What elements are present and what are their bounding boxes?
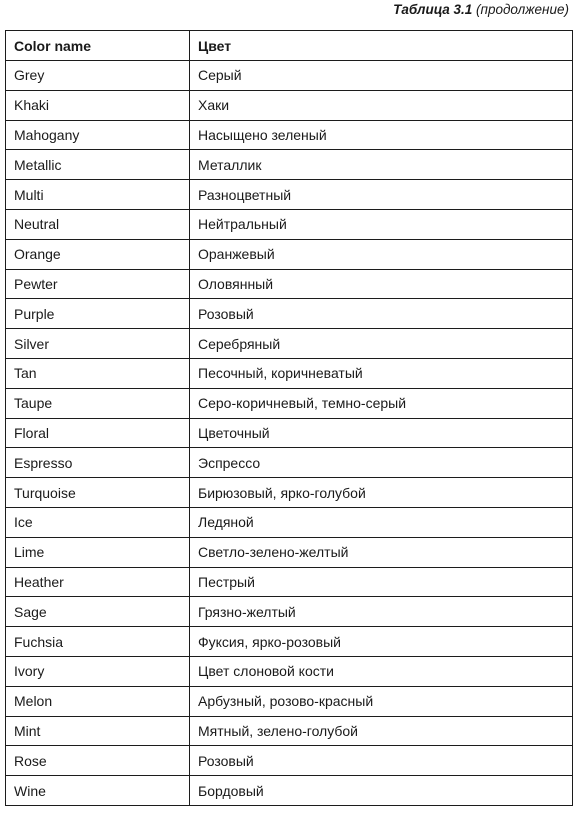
cell-color-ru: Бирюзовый, ярко-голубой (190, 478, 573, 508)
cell-color-name: Silver (6, 329, 190, 359)
cell-color-name: Rose (6, 746, 190, 776)
table-row (6, 507, 573, 537)
cell-color-name: Mahogany (6, 120, 190, 150)
cell-color-ru: Эспрессо (190, 448, 573, 478)
table-row (6, 448, 573, 478)
table-row (6, 656, 573, 686)
cell-color-ru: Цветочный (190, 418, 573, 448)
cell-color-name: Tan (6, 358, 190, 388)
cell-color-ru: Песочный, коричневатый (190, 358, 573, 388)
cell-color-name: Lime (6, 537, 190, 567)
table-row (6, 478, 573, 508)
cell-color-ru: Арбузный, розово-красный (190, 686, 573, 716)
table-row (6, 90, 573, 120)
cell-color-name: Purple (6, 299, 190, 329)
table-body (6, 61, 573, 806)
cell-color-name: Pewter (6, 269, 190, 299)
cell-color-name: Ice (6, 507, 190, 537)
cell-color-name: Melon (6, 686, 190, 716)
cell-color-name: Grey (6, 61, 190, 91)
cell-color-ru: Грязно-желтый (190, 597, 573, 627)
table-row (6, 686, 573, 716)
table-caption-title: Таблица 3.1 (393, 2, 473, 17)
table-row (6, 418, 573, 448)
cell-color-ru: Нейтральный (190, 209, 573, 239)
cell-color-ru: Оранжевый (190, 239, 573, 269)
table-row (6, 597, 573, 627)
cell-color-ru: Металлик (190, 150, 573, 180)
cell-color-name: Metallic (6, 150, 190, 180)
table-row (6, 627, 573, 657)
cell-color-name: Espresso (6, 448, 190, 478)
table-row (6, 329, 573, 359)
header-color-name: Color name (6, 31, 190, 61)
cell-color-ru: Пестрый (190, 567, 573, 597)
cell-color-ru: Серо-коричневый, темно-серый (190, 388, 573, 418)
table-header (6, 31, 573, 61)
cell-color-name: Orange (6, 239, 190, 269)
cell-color-name: Wine (6, 776, 190, 806)
table-row (6, 746, 573, 776)
table-row (6, 567, 573, 597)
table-header-row (6, 31, 573, 61)
table-row (6, 269, 573, 299)
cell-color-name: Fuchsia (6, 627, 190, 657)
cell-color-ru: Серый (190, 61, 573, 91)
cell-color-ru: Насыщено зеленый (190, 120, 573, 150)
cell-color-ru: Разноцветный (190, 180, 573, 210)
cell-color-ru: Хаки (190, 90, 573, 120)
cell-color-name: Khaki (6, 90, 190, 120)
cell-color-ru: Розовый (190, 746, 573, 776)
table-row (6, 150, 573, 180)
cell-color-ru: Ледяной (190, 507, 573, 537)
table-row (6, 776, 573, 806)
table-row (6, 388, 573, 418)
cell-color-name: Ivory (6, 656, 190, 686)
table-row (6, 180, 573, 210)
table-row (6, 358, 573, 388)
cell-color-name: Multi (6, 180, 190, 210)
cell-color-ru: Фуксия, ярко-розовый (190, 627, 573, 657)
cell-color-name: Sage (6, 597, 190, 627)
table-row (6, 61, 573, 91)
table-caption-note: (продолжение) (476, 2, 569, 17)
table-row (6, 209, 573, 239)
cell-color-name: Floral (6, 418, 190, 448)
table-row (6, 239, 573, 269)
cell-color-ru: Оловянный (190, 269, 573, 299)
table-row (6, 716, 573, 746)
color-table (5, 30, 573, 806)
table-row (6, 120, 573, 150)
cell-color-name: Neutral (6, 209, 190, 239)
cell-color-name: Turquoise (6, 478, 190, 508)
cell-color-ru: Серебряный (190, 329, 573, 359)
cell-color-ru: Светло-зелено-желтый (190, 537, 573, 567)
cell-color-ru: Цвет слоновой кости (190, 656, 573, 686)
cell-color-ru: Розовый (190, 299, 573, 329)
cell-color-name: Mint (6, 716, 190, 746)
table-row (6, 537, 573, 567)
header-color-ru: Цвет (190, 31, 573, 61)
cell-color-ru: Мятный, зелено-голубой (190, 716, 573, 746)
cell-color-name: Heather (6, 567, 190, 597)
cell-color-ru: Бордовый (190, 776, 573, 806)
table-row (6, 299, 573, 329)
cell-color-name: Taupe (6, 388, 190, 418)
table-caption (393, 2, 569, 17)
